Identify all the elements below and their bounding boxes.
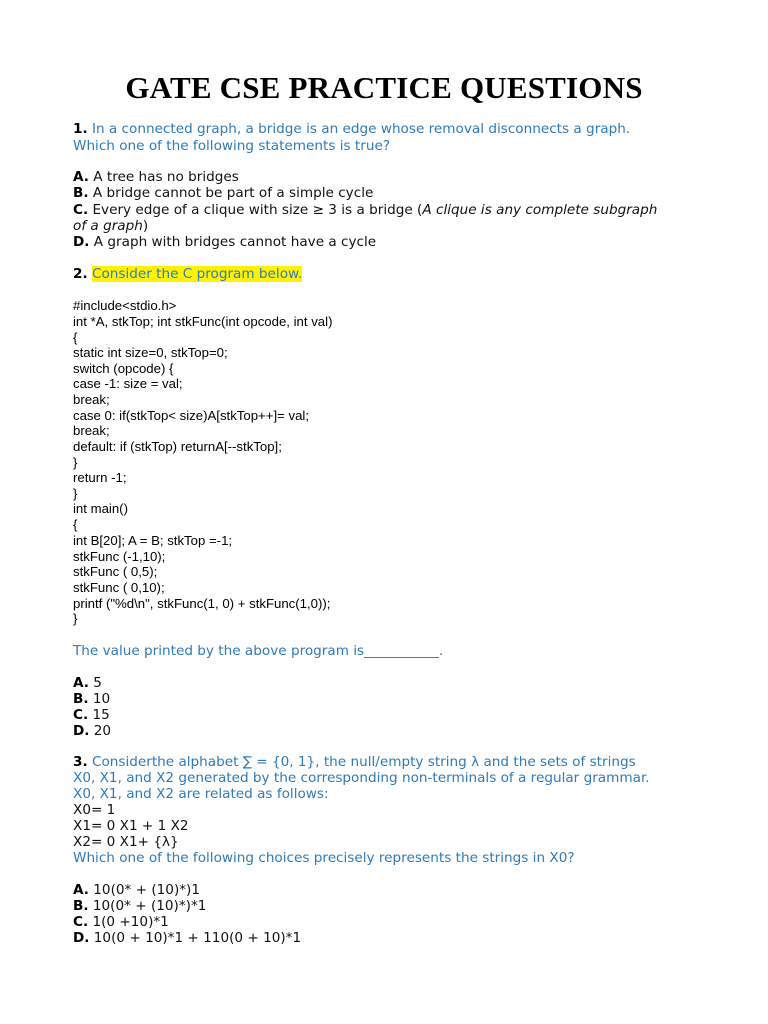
code-line: static int size=0, stkTop=0; <box>73 345 228 360</box>
code-line: stkFunc ( 0,10); <box>73 580 165 595</box>
code-line: printf ("%d\n", stkFunc(1, 0) + stkFunc(1,0)); <box>73 596 331 611</box>
q1-text-line-1: 1. In a connected graph, a bridge is an edge whose removal disconnects a graph. <box>73 121 631 137</box>
code-line: { <box>73 517 78 532</box>
q1-option-d: D. A graph with bridges cannot have a cycle <box>73 234 377 250</box>
code-line: stkFunc ( 0,5); <box>73 564 158 579</box>
code-line: { <box>73 330 78 345</box>
q3-text-line-1: 3. Considerthe alphabet ∑ = {0, 1}, the null/empty string λ and the sets of strings <box>73 754 636 770</box>
q2-number: 2. <box>73 266 88 282</box>
q3-question: Which one of the following choices precisely represents the strings in X0? <box>73 850 575 866</box>
code-line: int main() <box>73 501 128 516</box>
code-line: int *A, stkTop; int stkFunc(int opcode, int val) <box>73 314 333 329</box>
q1-number: 1. <box>73 121 88 137</box>
code-line: int B[20]; A = B; stkTop =-1; <box>73 533 233 548</box>
code-line: case 0: if(stkTop< size)A[stkTop++]= val; <box>73 408 310 423</box>
code-line: case -1: size = val; <box>73 376 183 391</box>
code-line: } <box>73 486 78 501</box>
q2-option-b: B. 10 <box>73 691 111 707</box>
q2-prompt: The value printed by the above program is___________. <box>73 643 444 659</box>
q3-equation: X1= 0 X1 + 1 X2 <box>73 818 189 834</box>
q3-option-a: A. 10(0* + (10)*)1 <box>73 882 200 898</box>
page-title: GATE CSE PRACTICE QUESTIONS <box>125 70 643 105</box>
code-line: stkFunc (-1,10); <box>73 549 166 564</box>
code-line: break; <box>73 423 110 438</box>
q3-number: 3. <box>73 754 88 770</box>
code-line: #include<stdio.h> <box>73 298 177 313</box>
q3-equation: X0= 1 <box>73 802 116 818</box>
q3-text-line-3: X0, X1, and X2 are related as follows: <box>73 786 329 802</box>
q1-option-c-cont: of a graph) <box>73 218 149 234</box>
code-line: default: if (stkTop) returnA[--stkTop]; <box>73 439 282 454</box>
q1-text-line-2: Which one of the following statements is true? <box>73 138 391 154</box>
q2-option-c: C. 15 <box>73 707 110 723</box>
q3-text-line-2: X0, X1, and X2 generated by the corresponding non-terminals of a regular grammar. <box>73 770 650 786</box>
q2-text: 2. Consider the C program below. <box>73 266 303 282</box>
q3-option-d: D. 10(0 + 10)*1 + 110(0 + 10)*1 <box>73 930 302 946</box>
code-line: } <box>73 611 78 626</box>
q1-option-a: A. A tree has no bridges <box>73 169 239 185</box>
q2-option-a: A. 5 <box>73 675 102 691</box>
q1-option-b: B. A bridge cannot be part of a simple cycle <box>73 185 374 201</box>
code-line: switch (opcode) { <box>73 361 174 376</box>
q3-option-c: C. 1(0 +10)*1 <box>73 914 169 930</box>
code-line: } <box>73 455 78 470</box>
code-line: break; <box>73 392 110 407</box>
q3-option-b: B. 10(0* + (10)*)*1 <box>73 898 207 914</box>
q3-equation: X2= 0 X1+ {λ} <box>73 834 179 850</box>
q2-option-d: D. 20 <box>73 723 112 739</box>
code-line: return -1; <box>73 470 127 485</box>
q1-option-c: C. Every edge of a clique with size ≥ 3 is a bridge (A clique is any complete subgraph <box>73 202 658 218</box>
